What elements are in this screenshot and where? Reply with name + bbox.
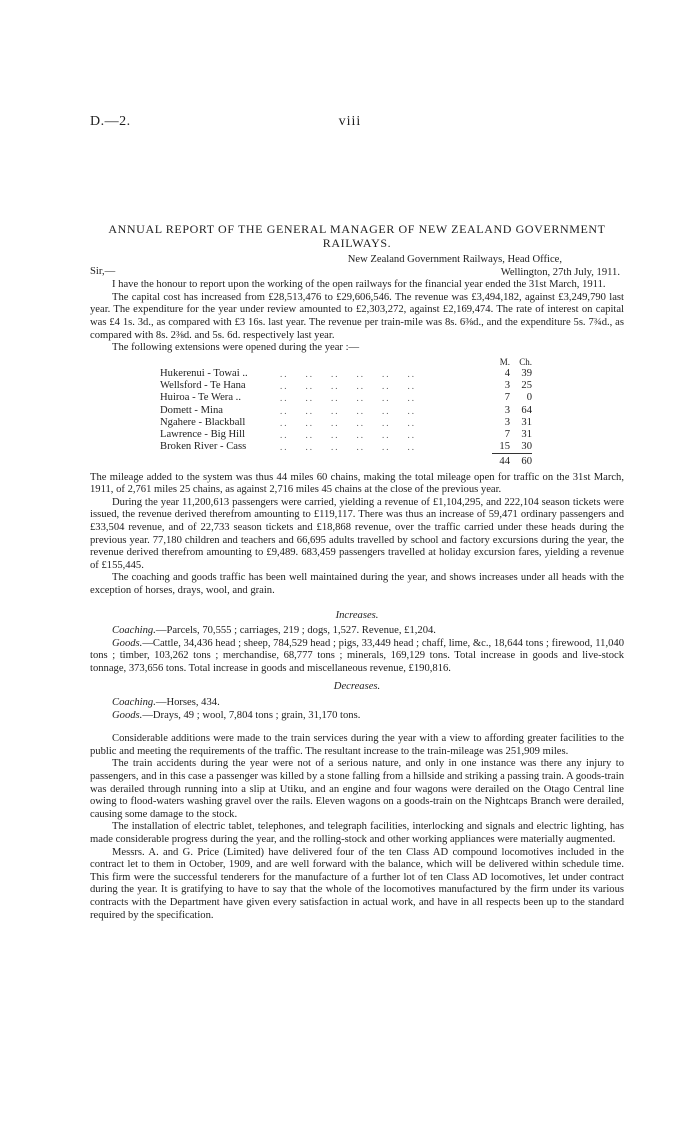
table-row: Broken River - Cass .. .. .. .. .. .. 15 30	[160, 441, 532, 453]
extension-chains: 0	[526, 392, 532, 404]
extension-miles: 4	[504, 367, 510, 379]
extensions-table	[160, 356, 532, 469]
table-row: Lawrence - Big Hill .. .. .. .. .. .. 7 31	[160, 428, 532, 440]
increases-goods-text: —Cattle, 34,436 head ; sheep, 784,529 head ; pigs, 33,449 head ; chaff, lime, &c., 18,644 tons ; firewood, 11,040 tons ; timber, 103,262 tons ; merchandise, 68,777 tons ; minerals, 169,129 tons. Total increase in goods and live-stock tonnage, 373,656 tons. Total increase in goods and miscellaneous revenue, £190,816.	[90, 637, 624, 674]
report-body	[90, 222, 624, 922]
salutation: Sir,—	[90, 266, 116, 277]
extension-chains: 25	[521, 380, 532, 392]
extension-name: Hukerenui - Towai ..	[160, 367, 248, 379]
goods-label: Goods.	[112, 709, 143, 721]
extension-chains: 64	[521, 404, 532, 416]
extension-name: Lawrence - Big Hill	[160, 428, 246, 440]
decreases-coaching	[90, 697, 624, 710]
mileage-paragraph: The mileage added to the system was thus 44 miles 60 chains, making the total mileage open for traffic on the 31st March, 1911, of 2,761 miles 25 chains, as against 2,716 miles 45 chains at the close of the previous year.	[90, 471, 624, 496]
total-chains: 60	[510, 454, 532, 469]
extension-name: Ngahere - Blackball	[160, 416, 246, 428]
accidents-paragraph: The train accidents during the year were not of a serious nature, and only in one instance was there any injury to passengers, and in this case a passenger was killed by a stone falling from a hillside and striking a passing train. A goods-train was derailed through running into a slip at Utiku, and an engine and four wagons were derailed on the Otago Central line owing to flood-waters washing gravel over the rails. Eleven wagons on a goods-train on the Nightcaps Branch were derailed, causing some damage to the stock.	[90, 758, 624, 820]
extension-chains: 39	[521, 367, 532, 379]
extension-miles: 15	[499, 441, 510, 453]
coaching-label: Coaching.	[112, 697, 156, 709]
extensions-total-row	[160, 454, 532, 469]
table-row: Hukerenui - Towai .. .. .. .. .. .. .. 4 39	[160, 367, 532, 379]
extension-miles: 7	[504, 392, 510, 404]
col-chains-header: Ch.	[519, 356, 532, 367]
extension-chains: 31	[521, 428, 532, 440]
extension-chains: 30	[521, 441, 532, 453]
train-services-paragraph: Considerable additions were made to the train services during the year with a view to affording greater facilities to the public and meeting the requirements of the traffic. The resultant increase to the train-mileage was 251,909 miles.	[90, 733, 624, 757]
coaching-goods-paragraph: The coaching and goods traffic has been well maintained during the year, and shows increases under all heads with the exception of horses, drays, wool, and grain.	[90, 572, 624, 596]
col-miles-header: M.	[499, 356, 510, 367]
extension-name: Huiroa - Te Wera ..	[160, 392, 241, 404]
extension-miles: 3	[504, 380, 510, 392]
decreases-heading: Decreases.	[333, 681, 381, 693]
installation-paragraph: The installation of electric tablet, telephones, and telegraph facilities, interlocking and signals and electric lighting, has made considerable progress during the year, and the rolling-stock and other working appliances were materially augmented.	[90, 821, 624, 846]
extension-miles: 3	[504, 416, 510, 428]
table-row: Wellsford - Te Hana .. .. .. .. .. .. 3 25	[160, 380, 532, 392]
table-row: Huiroa - Te Wera .. .. .. .. .. .. .. 7 0	[160, 392, 532, 404]
extension-name: Broken River - Cass	[160, 441, 247, 453]
increases-goods	[90, 638, 624, 676]
report-title: ANNUAL REPORT OF THE GENERAL MANAGER OF NEW ZEALAND GOVERNMENT RAILWAYS.	[108, 222, 606, 250]
decreases-goods	[90, 710, 624, 723]
extension-miles: 7	[504, 428, 510, 440]
sender-address	[348, 254, 624, 279]
total-miles: 44	[492, 454, 510, 469]
page-number: viii	[338, 114, 362, 129]
extensions-header-row	[160, 356, 532, 368]
decreases-coaching-text: —Horses, 434.	[155, 697, 220, 709]
extensions-intro: The following extensions were opened during the year :—	[112, 342, 360, 354]
extension-name: Wellsford - Te Hana	[160, 380, 246, 392]
coaching-label: Coaching.	[112, 625, 156, 637]
intro-paragraph: I have the honour to report upon the working of the open railways for the financial year ended the 31st March, 1911.	[112, 279, 606, 291]
letter-address	[90, 254, 624, 279]
extension-miles: 3	[504, 404, 510, 416]
capital-paragraph: The capital cost has increased from £28,513,476 to £29,606,546. The revenue was £3,494,182, against £3,249,790 last year. The expenditure for the year under review amounted to £2,303,272, against £2,169,474. The rate of interest on capital was £4 1s. 3d., as compared with £3 16s. last year. The revenue per train-mile was 8s. 6⅜d., and the expenditure 5s. 7¾d., as compared with 8s. 2⅜d. and 5s. 6d. respectively last year.	[90, 291, 624, 341]
office-line: New Zealand Government Railways, Head Office,	[347, 254, 562, 265]
passengers-paragraph: During the year 11,200,613 passengers were carried, yielding a revenue of £1,104,295, and 222,104 season tickets were issued, the revenue derived therefrom amounting to £119,117. There was thus an increase of 59,471 ordinary passengers and £33,504 revenue, and of 22,733 season tickets and £18,868 revenue, over the traffic carried under these heads during the previous year. 77,180 children and teachers and 66,695 adults travelled by school and factory excursions during the year, the revenue derived therefrom amounting to £9,489. 683,459 passengers travelled at holiday excursion fares, yielding a revenue of £155,445.	[90, 496, 624, 571]
increases-coaching-text: —Parcels, 70,555 ; carriages, 219 ; dogs, 1,527. Revenue, £1,204.	[155, 625, 436, 637]
increases-coaching	[90, 625, 624, 638]
table-row: Ngahere - Blackball .. .. .. .. .. .. 3 31	[160, 416, 532, 428]
locomotives-paragraph: Messrs. A. and G. Price (Limited) have delivered four of the ten Class AD compound locomotives included in the contract let to them in October, 1909, and are well forward with the balance, which will be delivered within schedule time. This firm were the successful tenderers for the manufacture of a further lot of ten Class AD locomotives, let under contract during the year. It is gratifying to have to say that the whole of the locomotives manufactured by the firm under its various contracts with the Department have given every satisfaction in actual work, and have in all respects been up to the standard required by the specification.	[90, 846, 624, 921]
table-row: Domett - Mina .. .. .. .. .. .. 3 64	[160, 404, 532, 416]
goods-label: Goods.	[112, 637, 143, 649]
increases-heading: Increases.	[335, 609, 379, 621]
extension-name: Domett - Mina	[160, 404, 223, 416]
extension-chains: 31	[521, 416, 532, 428]
document-reference: D.—2.	[90, 114, 131, 129]
place-date-line: Wellington, 27th July, 1911.	[500, 266, 620, 278]
decreases-goods-text: —Drays, 49 ; wool, 7,804 tons ; grain, 31,170 tons.	[142, 709, 361, 721]
